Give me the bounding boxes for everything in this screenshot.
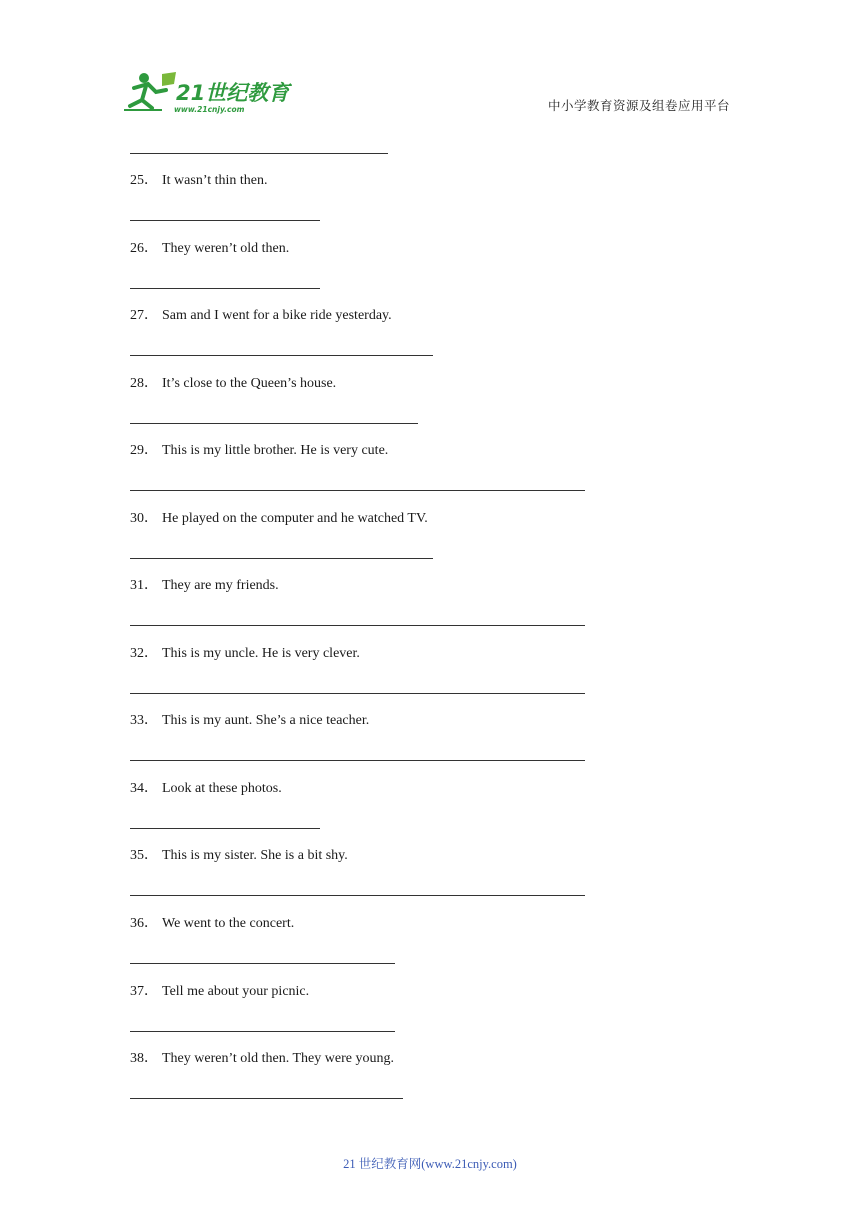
question-item xyxy=(130,375,730,424)
answer-line xyxy=(130,625,585,626)
answer-line xyxy=(130,895,585,896)
answer-line xyxy=(130,558,433,559)
question-item xyxy=(130,307,730,356)
question-item xyxy=(130,1050,730,1099)
answer-line xyxy=(130,828,320,829)
question-text: 27． Sam and I went for a bike ride yesterday. xyxy=(130,308,392,323)
question-item xyxy=(130,645,730,694)
logo-url: www.21cnjy.com xyxy=(174,105,245,114)
answer-line xyxy=(130,760,585,761)
question-text: 33． This is my aunt. She’s a nice teacher. xyxy=(130,713,370,728)
question-text: 26． They weren’t old then. xyxy=(130,241,290,256)
question-item xyxy=(130,172,730,221)
logo xyxy=(122,68,292,116)
question-item xyxy=(130,780,730,829)
question-text: 28． It’s close to the Queen’s house. xyxy=(130,376,337,391)
question-text: 30． He played on the computer and he watched TV. xyxy=(130,511,428,526)
question-item xyxy=(130,915,730,964)
question-item xyxy=(130,847,730,896)
answer-line xyxy=(130,963,395,964)
runner-icon xyxy=(124,72,176,110)
logo-text: 21世纪教育 xyxy=(176,81,290,105)
question-item xyxy=(130,442,730,491)
answer-line xyxy=(130,693,585,694)
question-text: 25． It wasn’t thin then. xyxy=(130,173,268,188)
question-text: 37． Tell me about your picnic. xyxy=(130,984,310,999)
answer-line xyxy=(130,423,418,424)
question-text: 29． This is my little brother. He is very cute. xyxy=(130,443,389,458)
answer-line xyxy=(130,1031,395,1032)
answer-line xyxy=(130,153,388,154)
question-text: 38． They weren’t old then. They were young. xyxy=(130,1051,394,1066)
answer-line xyxy=(130,490,585,491)
platform-name: 中小学教育资源及组卷应用平台 xyxy=(547,98,730,113)
question-item xyxy=(130,712,730,761)
footer-text: 21 世纪教育网(www.21cnjy.com) xyxy=(343,1157,517,1171)
question-text: 32． This is my uncle. He is very clever. xyxy=(130,646,360,661)
answer-line xyxy=(130,220,320,221)
question-text: 36． We went to the concert. xyxy=(130,916,295,931)
question-text: 35． This is my sister. She is a bit shy. xyxy=(130,848,348,863)
question-item xyxy=(130,577,730,626)
question-item xyxy=(130,983,730,1032)
question-item xyxy=(130,240,730,289)
question-item xyxy=(130,510,730,559)
question-text: 34． Look at these photos. xyxy=(130,781,282,796)
answer-line xyxy=(130,288,320,289)
answer-line xyxy=(130,1098,403,1099)
answer-line xyxy=(130,355,433,356)
question-text: 31． They are my friends. xyxy=(130,578,279,593)
